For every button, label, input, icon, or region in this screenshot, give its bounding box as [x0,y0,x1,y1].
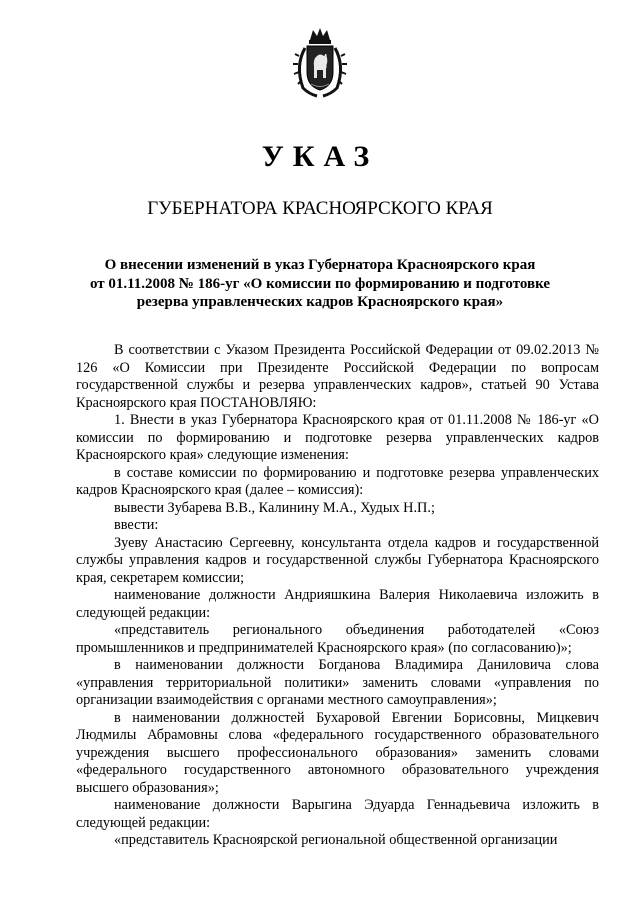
document-title: УКАЗ [261,140,379,173]
body-paragraph: «представитель регионального объединения работодателей «Союз промышленников и предпринимателей Красноярского края» (по согласованию)»; [76,622,599,656]
decree-body [76,342,599,850]
heading-line: от 01.11.2008 № 186-уг «О комиссии по формированию и подготовке [89,275,551,292]
body-paragraph: «представитель Красноярской региональной общественной организации [114,832,558,848]
body-paragraph: вывести Зубарева В.В., Калинину М.А., Худых Н.П.; [114,499,435,516]
body-paragraph: 1. Внести в указ Губернатора Красноярского края от 01.11.2008 № 186-уг «О комиссии по формированию и подготовке резерва управленческих кадров Красноярского края» следующие изменения: [76,412,599,463]
body-paragraph: Зуеву Анастасию Сергеевну, консультанта отдела кадров и государственной службы управления кадров и государственной службы Губернатора Красноярского края, секретарем комиссии; [76,534,599,586]
heading-line: резерва управленческих кадров Красноярского края» [136,294,504,310]
heading-line: О внесении изменений в указ Губернатора Красноярского края [104,257,536,273]
body-paragraph: в наименовании должностей Бухаровой Евгении Борисовны, Мицкевич Людмилы Абрамовны слова «федерального государственного образовательного учреждения высшего профессионального образования» заменить словами «федерального государственного автономного образовательного учреждения высшего образования»; [76,709,599,796]
body-paragraph: наименование должности Варыгина Эдуарда Геннадьевича изложить в следующей редакции: [76,797,599,831]
decree-heading [60,256,580,312]
body-paragraph: в составе комиссии по формированию и подготовке резерва управленческих кадров Красноярского края (далее – комиссия): [76,464,599,498]
coat-of-arms-emblem [293,26,347,98]
body-paragraph: В соответствии с Указом Президента Российской Федерации от 09.02.2013 № 126 «О Комиссии при Президенте Российской Федерации по вопросам государственной службы и резерва управленческих кадров», статьей 90 Устава Красноярского края ПОСТАНОВЛЯЮ: [76,342,599,411]
body-paragraph: в наименовании должности Богданова Владимира Даниловича слова «управления территориальной политики» заменить словами «управления по организации взаимодействия с органами местного самоуправления»; [76,657,599,708]
body-paragraph: ввести: [114,517,159,533]
document-subtitle: ГУБЕРНАТОРА КРАСНОЯРСКОГО КРАЯ [147,198,493,219]
body-paragraph: наименование должности Андрияшкина Валерия Николаевича изложить в следующей редакции: [76,587,599,621]
